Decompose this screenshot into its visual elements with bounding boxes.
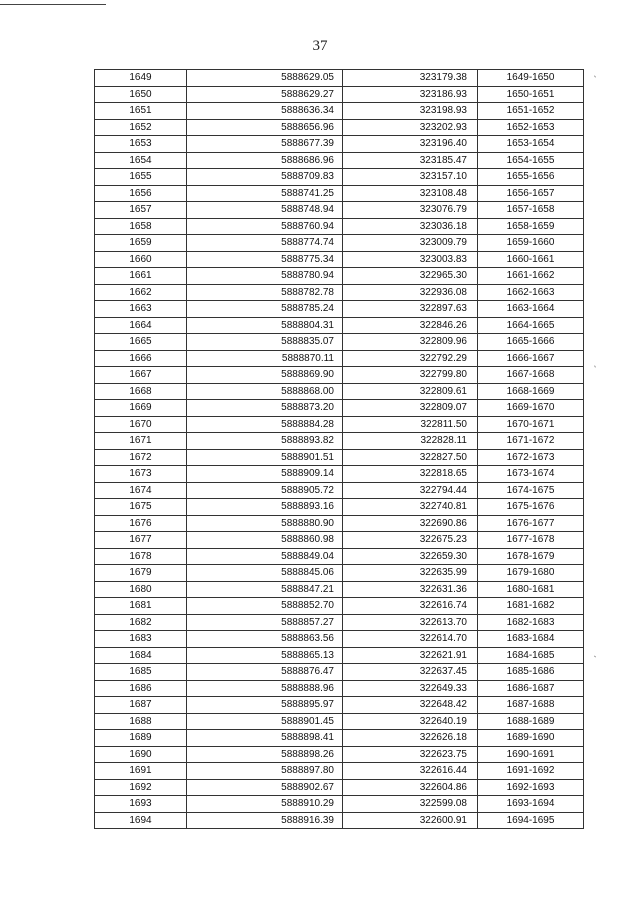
segment-cell: 1690-1691 — [478, 746, 584, 763]
scan-speck — [594, 365, 596, 367]
table-row — [95, 730, 584, 747]
point-number-cell: 1664 — [95, 317, 187, 334]
y-coordinate-cell: 322846.26 — [343, 317, 478, 334]
table-row — [95, 185, 584, 202]
y-coordinate-cell: 323185.47 — [343, 152, 478, 169]
table-row — [95, 334, 584, 351]
table-row — [95, 499, 584, 516]
y-coordinate-cell: 323179.38 — [343, 70, 478, 87]
table-row — [95, 598, 584, 615]
point-number-cell: 1657 — [95, 202, 187, 219]
point-number-cell: 1655 — [95, 169, 187, 186]
point-number-cell: 1651 — [95, 103, 187, 120]
segment-cell: 1677-1678 — [478, 532, 584, 549]
x-coordinate-cell: 5888656.96 — [187, 119, 343, 136]
point-number-cell: 1691 — [95, 763, 187, 780]
segment-cell: 1655-1656 — [478, 169, 584, 186]
x-coordinate-cell: 5888873.20 — [187, 400, 343, 417]
point-number-cell: 1652 — [95, 119, 187, 136]
y-coordinate-cell: 323202.93 — [343, 119, 478, 136]
segment-cell: 1658-1659 — [478, 218, 584, 235]
segment-cell: 1679-1680 — [478, 565, 584, 582]
x-coordinate-cell: 5888686.96 — [187, 152, 343, 169]
x-coordinate-cell: 5888804.31 — [187, 317, 343, 334]
y-coordinate-cell: 322616.44 — [343, 763, 478, 780]
y-coordinate-cell: 322599.08 — [343, 796, 478, 813]
x-coordinate-cell: 5888895.97 — [187, 697, 343, 714]
point-number-cell: 1656 — [95, 185, 187, 202]
segment-cell: 1666-1667 — [478, 350, 584, 367]
table-row — [95, 746, 584, 763]
y-coordinate-cell: 322740.81 — [343, 499, 478, 516]
y-coordinate-cell: 322675.23 — [343, 532, 478, 549]
table-row — [95, 350, 584, 367]
segment-cell: 1678-1679 — [478, 548, 584, 565]
table-row — [95, 251, 584, 268]
point-number-cell: 1654 — [95, 152, 187, 169]
table-row — [95, 433, 584, 450]
y-coordinate-cell: 323036.18 — [343, 218, 478, 235]
x-coordinate-cell: 5888835.07 — [187, 334, 343, 351]
table-row — [95, 466, 584, 483]
y-coordinate-cell: 322621.91 — [343, 647, 478, 664]
page-number: 37 — [312, 38, 328, 54]
point-number-cell: 1686 — [95, 680, 187, 697]
table-row — [95, 763, 584, 780]
point-number-cell: 1670 — [95, 416, 187, 433]
x-coordinate-cell: 5888785.24 — [187, 301, 343, 318]
table-row — [95, 515, 584, 532]
y-coordinate-cell: 322604.86 — [343, 779, 478, 796]
x-coordinate-cell: 5888898.26 — [187, 746, 343, 763]
y-coordinate-cell: 322828.11 — [343, 433, 478, 450]
y-coordinate-cell: 322637.45 — [343, 664, 478, 681]
segment-cell: 1689-1690 — [478, 730, 584, 747]
point-number-cell: 1675 — [95, 499, 187, 516]
segment-cell: 1673-1674 — [478, 466, 584, 483]
point-number-cell: 1677 — [95, 532, 187, 549]
segment-cell: 1669-1670 — [478, 400, 584, 417]
point-number-cell: 1653 — [95, 136, 187, 153]
table-row — [95, 268, 584, 285]
segment-cell: 1688-1689 — [478, 713, 584, 730]
segment-cell: 1649-1650 — [478, 70, 584, 87]
point-number-cell: 1667 — [95, 367, 187, 384]
y-coordinate-cell: 322799.80 — [343, 367, 478, 384]
segment-cell: 1682-1683 — [478, 614, 584, 631]
y-coordinate-cell: 322809.96 — [343, 334, 478, 351]
segment-cell: 1659-1660 — [478, 235, 584, 252]
x-coordinate-cell: 5888868.00 — [187, 383, 343, 400]
table-row — [95, 284, 584, 301]
x-coordinate-cell: 5888852.70 — [187, 598, 343, 615]
x-coordinate-cell: 5888905.72 — [187, 482, 343, 499]
y-coordinate-cell: 322631.36 — [343, 581, 478, 598]
table-row — [95, 713, 584, 730]
table-row — [95, 614, 584, 631]
table-row — [95, 631, 584, 648]
table-row — [95, 86, 584, 103]
y-coordinate-cell: 322809.07 — [343, 400, 478, 417]
y-coordinate-cell: 323196.40 — [343, 136, 478, 153]
x-coordinate-cell: 5888863.56 — [187, 631, 343, 648]
y-coordinate-cell: 322635.99 — [343, 565, 478, 582]
x-coordinate-cell: 5888782.78 — [187, 284, 343, 301]
y-coordinate-cell: 322811.50 — [343, 416, 478, 433]
table-row — [95, 565, 584, 582]
point-number-cell: 1665 — [95, 334, 187, 351]
table-row — [95, 119, 584, 136]
segment-cell: 1663-1664 — [478, 301, 584, 318]
x-coordinate-cell: 5888876.47 — [187, 664, 343, 681]
y-coordinate-cell: 322690.86 — [343, 515, 478, 532]
point-number-cell: 1682 — [95, 614, 187, 631]
segment-cell: 1668-1669 — [478, 383, 584, 400]
segment-cell: 1680-1681 — [478, 581, 584, 598]
segment-cell: 1687-1688 — [478, 697, 584, 714]
table-row — [95, 400, 584, 417]
y-coordinate-cell: 322794.44 — [343, 482, 478, 499]
point-number-cell: 1649 — [95, 70, 187, 87]
point-number-cell: 1671 — [95, 433, 187, 450]
segment-cell: 1667-1668 — [478, 367, 584, 384]
table-row — [95, 449, 584, 466]
x-coordinate-cell: 5888901.45 — [187, 713, 343, 730]
x-coordinate-cell: 5888847.21 — [187, 581, 343, 598]
y-coordinate-cell: 323108.48 — [343, 185, 478, 202]
table-row — [95, 103, 584, 120]
table-row — [95, 301, 584, 318]
segment-cell: 1650-1651 — [478, 86, 584, 103]
point-number-cell: 1659 — [95, 235, 187, 252]
x-coordinate-cell: 5888636.34 — [187, 103, 343, 120]
y-coordinate-cell: 322792.29 — [343, 350, 478, 367]
table-row — [95, 416, 584, 433]
segment-cell: 1674-1675 — [478, 482, 584, 499]
y-coordinate-cell: 322827.50 — [343, 449, 478, 466]
x-coordinate-cell: 5888869.90 — [187, 367, 343, 384]
table-row — [95, 664, 584, 681]
point-number-cell: 1689 — [95, 730, 187, 747]
point-number-cell: 1666 — [95, 350, 187, 367]
point-number-cell: 1694 — [95, 812, 187, 829]
segment-cell: 1675-1676 — [478, 499, 584, 516]
segment-cell: 1660-1661 — [478, 251, 584, 268]
y-coordinate-cell: 323157.10 — [343, 169, 478, 186]
y-coordinate-cell: 322965.30 — [343, 268, 478, 285]
x-coordinate-cell: 5888849.04 — [187, 548, 343, 565]
point-number-cell: 1678 — [95, 548, 187, 565]
segment-cell: 1654-1655 — [478, 152, 584, 169]
y-coordinate-cell: 322613.70 — [343, 614, 478, 631]
point-number-cell: 1685 — [95, 664, 187, 681]
table-row — [95, 581, 584, 598]
segment-cell: 1694-1695 — [478, 812, 584, 829]
y-coordinate-cell: 323009.79 — [343, 235, 478, 252]
segment-cell: 1664-1665 — [478, 317, 584, 334]
y-coordinate-cell: 323076.79 — [343, 202, 478, 219]
segment-cell: 1656-1657 — [478, 185, 584, 202]
x-coordinate-cell: 5888845.06 — [187, 565, 343, 582]
y-coordinate-cell: 322936.08 — [343, 284, 478, 301]
segment-cell: 1665-1666 — [478, 334, 584, 351]
segment-cell: 1652-1653 — [478, 119, 584, 136]
x-coordinate-cell: 5888888.96 — [187, 680, 343, 697]
point-number-cell: 1693 — [95, 796, 187, 813]
segment-cell: 1683-1684 — [478, 631, 584, 648]
segment-cell: 1670-1671 — [478, 416, 584, 433]
x-coordinate-cell: 5888629.05 — [187, 70, 343, 87]
y-coordinate-cell: 323186.93 — [343, 86, 478, 103]
y-coordinate-cell: 322649.33 — [343, 680, 478, 697]
point-number-cell: 1663 — [95, 301, 187, 318]
x-coordinate-cell: 5888748.94 — [187, 202, 343, 219]
x-coordinate-cell: 5888870.11 — [187, 350, 343, 367]
y-coordinate-cell: 322626.18 — [343, 730, 478, 747]
segment-cell: 1662-1663 — [478, 284, 584, 301]
table-row — [95, 532, 584, 549]
x-coordinate-cell: 5888709.83 — [187, 169, 343, 186]
segment-cell: 1686-1687 — [478, 680, 584, 697]
segment-cell: 1691-1692 — [478, 763, 584, 780]
y-coordinate-cell: 322659.30 — [343, 548, 478, 565]
point-number-cell: 1688 — [95, 713, 187, 730]
y-coordinate-cell: 322818.65 — [343, 466, 478, 483]
y-coordinate-cell: 322600.91 — [343, 812, 478, 829]
x-coordinate-cell: 5888893.82 — [187, 433, 343, 450]
x-coordinate-cell: 5888860.98 — [187, 532, 343, 549]
x-coordinate-cell: 5888780.94 — [187, 268, 343, 285]
table-row — [95, 647, 584, 664]
x-coordinate-cell: 5888629.27 — [187, 86, 343, 103]
x-coordinate-cell: 5888760.94 — [187, 218, 343, 235]
point-number-cell: 1681 — [95, 598, 187, 615]
point-number-cell: 1669 — [95, 400, 187, 417]
table-row — [95, 202, 584, 219]
y-coordinate-cell: 322648.42 — [343, 697, 478, 714]
point-number-cell: 1674 — [95, 482, 187, 499]
point-number-cell: 1684 — [95, 647, 187, 664]
table-row — [95, 218, 584, 235]
point-number-cell: 1676 — [95, 515, 187, 532]
table-row — [95, 136, 584, 153]
x-coordinate-cell: 5888865.13 — [187, 647, 343, 664]
table-row — [95, 367, 584, 384]
x-coordinate-cell: 5888677.39 — [187, 136, 343, 153]
x-coordinate-cell: 5888910.29 — [187, 796, 343, 813]
x-coordinate-cell: 5888897.80 — [187, 763, 343, 780]
segment-cell: 1681-1682 — [478, 598, 584, 615]
x-coordinate-cell: 5888916.39 — [187, 812, 343, 829]
point-number-cell: 1690 — [95, 746, 187, 763]
segment-cell: 1676-1677 — [478, 515, 584, 532]
x-coordinate-cell: 5888775.34 — [187, 251, 343, 268]
segment-cell: 1692-1693 — [478, 779, 584, 796]
point-number-cell: 1650 — [95, 86, 187, 103]
table-row — [95, 235, 584, 252]
segment-cell: 1661-1662 — [478, 268, 584, 285]
x-coordinate-cell: 5888898.41 — [187, 730, 343, 747]
point-number-cell: 1673 — [95, 466, 187, 483]
y-coordinate-cell: 322616.74 — [343, 598, 478, 615]
scan-speck — [594, 75, 596, 77]
segment-cell: 1693-1694 — [478, 796, 584, 813]
x-coordinate-cell: 5888774.74 — [187, 235, 343, 252]
table-row — [95, 317, 584, 334]
scan-speck — [594, 655, 596, 657]
segment-cell: 1684-1685 — [478, 647, 584, 664]
table-row — [95, 812, 584, 829]
point-number-cell: 1679 — [95, 565, 187, 582]
table-row — [95, 779, 584, 796]
point-number-cell: 1668 — [95, 383, 187, 400]
x-coordinate-cell: 5888857.27 — [187, 614, 343, 631]
segment-cell: 1671-1672 — [478, 433, 584, 450]
x-coordinate-cell: 5888902.67 — [187, 779, 343, 796]
point-number-cell: 1692 — [95, 779, 187, 796]
y-coordinate-cell: 323198.93 — [343, 103, 478, 120]
top-rule — [0, 4, 106, 5]
table-row — [95, 548, 584, 565]
point-number-cell: 1687 — [95, 697, 187, 714]
y-coordinate-cell: 322623.75 — [343, 746, 478, 763]
table-row — [95, 482, 584, 499]
coordinates-table — [94, 69, 584, 829]
point-number-cell: 1683 — [95, 631, 187, 648]
table-row — [95, 169, 584, 186]
table-row — [95, 680, 584, 697]
coordinates-table-body — [95, 70, 584, 829]
y-coordinate-cell: 323003.83 — [343, 251, 478, 268]
table-row — [95, 152, 584, 169]
segment-cell: 1672-1673 — [478, 449, 584, 466]
y-coordinate-cell: 322809.61 — [343, 383, 478, 400]
segment-cell: 1651-1652 — [478, 103, 584, 120]
point-number-cell: 1672 — [95, 449, 187, 466]
y-coordinate-cell: 322640.19 — [343, 713, 478, 730]
table-row — [95, 796, 584, 813]
table-row — [95, 70, 584, 87]
x-coordinate-cell: 5888741.25 — [187, 185, 343, 202]
point-number-cell: 1660 — [95, 251, 187, 268]
point-number-cell: 1662 — [95, 284, 187, 301]
x-coordinate-cell: 5888884.28 — [187, 416, 343, 433]
y-coordinate-cell: 322897.63 — [343, 301, 478, 318]
x-coordinate-cell: 5888909.14 — [187, 466, 343, 483]
segment-cell: 1653-1654 — [478, 136, 584, 153]
point-number-cell: 1661 — [95, 268, 187, 285]
x-coordinate-cell: 5888901.51 — [187, 449, 343, 466]
segment-cell: 1685-1686 — [478, 664, 584, 681]
point-number-cell: 1658 — [95, 218, 187, 235]
x-coordinate-cell: 5888880.90 — [187, 515, 343, 532]
table-row — [95, 383, 584, 400]
table-row — [95, 697, 584, 714]
y-coordinate-cell: 322614.70 — [343, 631, 478, 648]
segment-cell: 1657-1658 — [478, 202, 584, 219]
x-coordinate-cell: 5888893.16 — [187, 499, 343, 516]
point-number-cell: 1680 — [95, 581, 187, 598]
